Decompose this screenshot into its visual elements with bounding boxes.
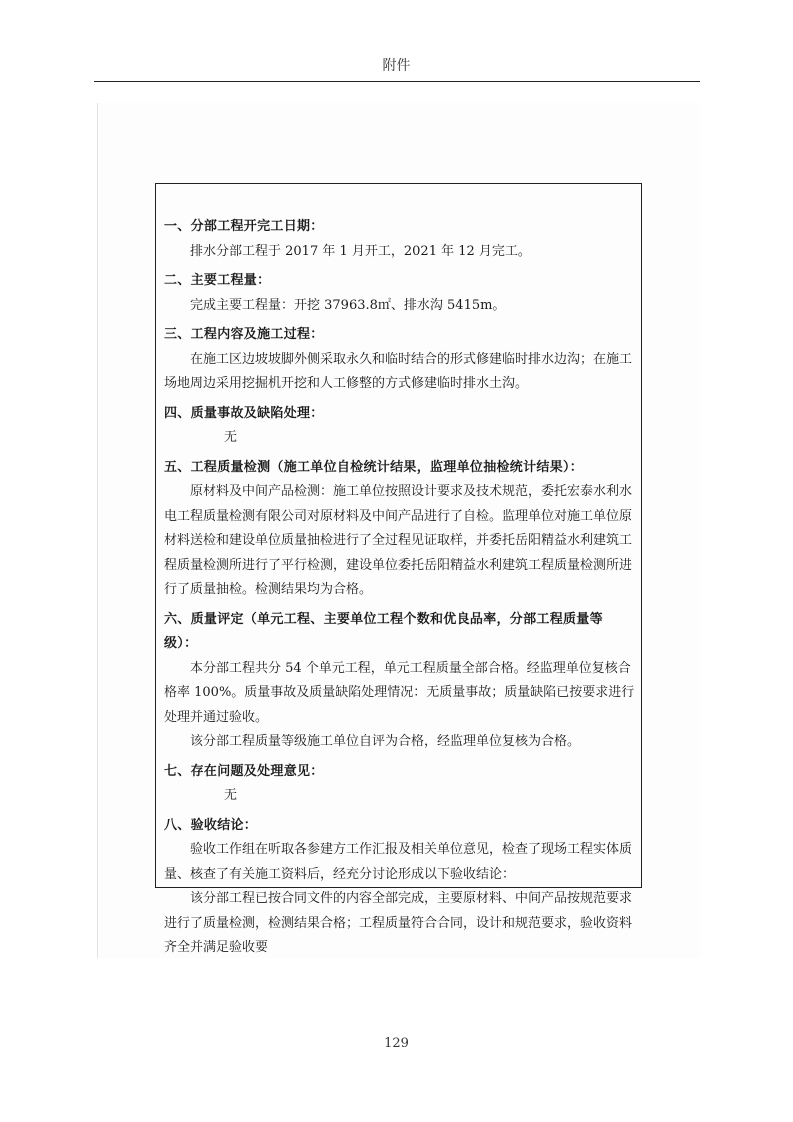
section-5-title: 五、工程质量检测（施工单位自检统计结果，监理单位抽检统计结果）： xyxy=(164,459,584,475)
section-3-title: 三、工程内容及施工过程： xyxy=(164,327,324,342)
section-3-text: 在施工区边坡坡脚外侧采取永久和临时结合的形式修建临时排水边沟；在施工场地周边采用挖掘机开挖和人工修整的方式修建临时排水土沟。 xyxy=(164,351,633,391)
section-1-text: 排水分部工程于 2017 年 1 月开工，2021 年 12 月完工。 xyxy=(190,243,531,259)
section-4-text: 无 xyxy=(224,430,238,445)
header-divider xyxy=(94,81,700,82)
section-6-title: 六、质量评定（单元工程、主要单位工程个数和优良品率，分部工程质量等级）： xyxy=(164,611,603,651)
section-6-text-2: 该分部工程质量等级施工单位自评为合格，经监理单位复核为合格。 xyxy=(190,734,581,749)
section-1-title: 一、分部工程开完工日期： xyxy=(164,219,324,234)
section-7-title: 七、存在问题及处理意见： xyxy=(164,763,324,779)
section-8-text-1: 验收工作组在听取各参建方工作汇报及相关单位意见，检查了现场工程实体质量、核查了有关施工资料后，经充分讨论形成以下验收结论： xyxy=(164,842,633,882)
section-4-title: 四、质量事故及缺陷处理： xyxy=(164,405,324,421)
page-number: 129 xyxy=(384,1036,409,1051)
acceptance-form-box xyxy=(155,183,642,955)
header-label: 附件 xyxy=(382,58,411,74)
section-5-text: 原材料及中间产品检测：施工单位按照设计要求及技术规范，委托宏泰水利水电工程质量检测有限公司对原材料及中间产品进行了自检。监理单位对施工单位原材料送检和建设单位质量抽检进行了全过程见证取样，并委托岳阳精益水利建筑工程质量检测所进行了平行检测，建设单位委托岳阳精益水利建筑工程质量检测所进行了质量抽检。检测结果均为合格。 xyxy=(164,484,633,597)
section-6-text-1: 本分部工程共分 54 个单元工程，单元工程质量全部合格。经监理单位复核合格率 100%。质量事故及质量缺陷处理情况：无质量事故；质量缺陷已按要求进行处理并通过验收。 xyxy=(164,660,635,725)
section-8-text-2: 该分部工程已按合同文件的内容全部完成，主要原材料、中间产品按规范要求进行了质量检测，检测结果合格；工程质量符合合同，设计和规范要求，验收资料齐全并满足验收要 xyxy=(164,891,633,955)
section-2-text: 完成主要工程量：开挖 37963.8㎡、排水沟 5415m。 xyxy=(190,297,506,313)
section-8-title: 八、验收结论： xyxy=(164,817,258,833)
section-7-text: 无 xyxy=(224,788,238,803)
section-2-title: 二、主要工程量： xyxy=(164,273,271,288)
form-content xyxy=(164,215,636,961)
